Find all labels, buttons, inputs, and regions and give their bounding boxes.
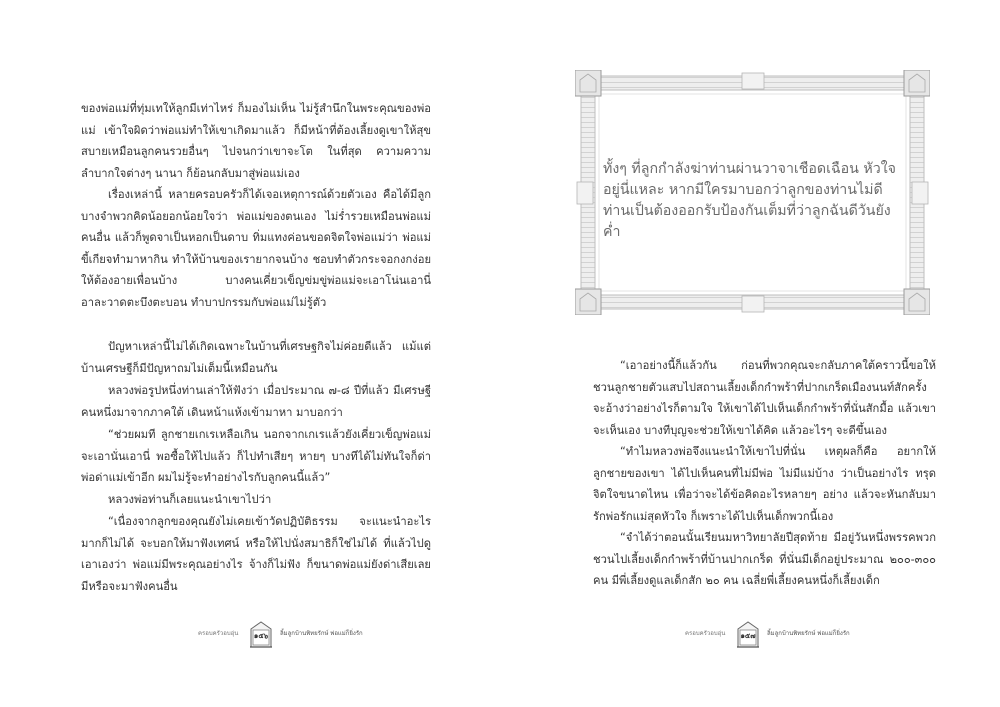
page-number-badge bbox=[735, 620, 761, 648]
left-footer bbox=[198, 620, 368, 650]
right-paragraph-3: “จำได้ว่าตอนนั้นเรียนมหาวิทยาลัยปีสุดท้าย มีอยู่วันหนึ่งพรรคพวกชวนไปเลี้ยงเด็กกำพร้าที่บ้านปากเกร็ด ที่นั่นมีเด็กอยู่ประมาณ ๒๐๐-๓๐๐ คน มีพี่เลี้ยงดูแลเด็กสัก ๒๐ คน เฉลี่ยพี่เลี้ยงคนหนึ่งก็เลี้ยงเด็ก bbox=[593, 531, 936, 587]
quote-frame bbox=[575, 70, 930, 315]
left-paragraph-3: ปัญหาเหล่านี้ไม่ได้เกิดเฉพาะในบ้านที่เศรษฐกิจไม่ค่อยดีแล้ว แม้แต่บ้านเศรษฐีก็มีปัญหาถมไม่เต็มนี้เหมือนกัน bbox=[81, 340, 431, 375]
right-paragraph-2: “ทำไมหลวงพ่อจึงแนะนำให้เขาไปที่นั่น เหตุผลก็คือ อยากให้ลูกชายของเขา ได้ไปเห็นคนที่ไม่มีพ่อ ไม่มีแม่บ้าง ว่าเป็นอย่างไร ทรุดจิตใจขนาดไหน เพื่อว่าจะได้ข้อคิดอะไรหลายๆ อย่าง แล้วจะหันกลับมารักพ่อรักแม่สุดหัวใจ ก็เพราะได้ไปเห็นเด็กพวกนี้เอง bbox=[593, 445, 936, 523]
footer-book-title: ครอบครัวอบอุ่น bbox=[685, 630, 726, 637]
right-paragraph-1: “เอาอย่างนี้ก็แล้วกัน ก่อนที่พวกคุณจะกลับภาคใต้คราวนี้ขอให้ชวนลูกชายตัวแสบไปสถานเลี้ยงเด็กกำพร้าที่ปากเกร็ดเมืองนนท์สักครั้งจะอ้างว่าอย่างไรก็ตามใจ ให้เขาได้ไปเห็นเด็กกำพร้าที่นั่นสักมื้อ แล้วเขาจะเห็นเอง บางทีบุญจะช่วยให้เขาได้คิด แล้วอะไรๆ จะดีขึ้นเอง bbox=[593, 359, 936, 437]
footer-book-title: ครอบครัวอบอุ่น bbox=[198, 630, 239, 637]
page-number-badge bbox=[248, 620, 274, 648]
page-number: ๑๕๖ bbox=[253, 632, 269, 640]
left-paragraph-4: หลวงพ่อรูปหนึ่งท่านเล่าให้ฟังว่า เมื่อประมาณ ๗-๘ ปีที่แล้ว มีเศรษฐีคนหนึ่งมาจากภาคใต้ เดินหน้าแห้งเข้ามาหา มาบอกว่า bbox=[81, 384, 431, 419]
left-paragraph-1: ของพ่อแม่ที่ทุ่มเทให้ลูกมีเท่าไหร่ ก็มองไม่เห็น ไม่รู้สำนึกในพระคุณของพ่อแม่ เข้าใจผิดว่าพ่อแม่ทำให้เขาเกิดมาแล้ว ก็มีหน้าที่ต้องเลี้ยงดูเขาให้สุขสบายเหมือนลูกคนรวยอื่นๆ ไปจนกว่าเขาจะโต ในที่สุด ความความลำบากใจต่างๆ นานา ก็ย้อนกลับมาสู่พ่อแม่เอง bbox=[81, 102, 431, 180]
left-paragraph-5: “ช่วยผมที ลูกชายเกเรเหลือเกิน นอกจากเกเรแล้วยังเคี่ยวเข็ญพ่อแม่จะเอานั่นเอานี่ พอซื้อให้ไปแล้ว ก็ไปทำเสียๆ หายๆ บางทีได้ไม่ทันใจก็ด่าพ่อด่าแม่เข้าอีก ผมไม่รู้จะทำอย่างไรกับลูกคนนี้แล้ว” bbox=[81, 428, 431, 484]
left-paragraph-7: “เนื่องจากลูกของคุณยังไม่เคยเข้าวัดปฏิบัติธรรม จะแนะนำอะไรมากก็ไม่ได้ จะบอกให้มาฟังเทศน์ หรือให้ไปนั่งสมาธิก็ใช่ไม่ได้ ที่แล้วไปดูเอาเองว่า พ่อแม่มีพระคุณอย่างไร จ้างก็ไม่ฟัง ก็ขนาดพ่อแม่ยังด่าเสียเลย มีหรือจะมาฟังคนอื่น bbox=[81, 515, 431, 593]
highlight-quote: ทั้งๆ ที่ลูกกำลังฆ่าท่านผ่านวาจาเชือดเฉือน หัวใจอยู่นี่แหละ หากมีใครมาบอกว่าลูกของท่านไม่ดี ท่านเป็นต้องออกรับป้องกันเต็มที่ว่าลูกฉันดีวันยังค่ำ bbox=[603, 161, 896, 240]
page-number: ๑๕๗ bbox=[740, 632, 756, 640]
left-paragraph-2: เรื่องเหล่านี้ หลายครอบครัวก็ได้เจอเหตุการณ์ด้วยตัวเอง คือได้มีลูกบางจำพวกคิดน้อยอกน้อยใจว่า พ่อแม่ของตนเอง ไม่ร่ำรวยเหมือนพ่อแม่คนอื่น แล้วก็พูดจาเป็นหอกเป็นดาบ ทิ่มแทงค่อนขอดจิตใจพ่อแม่ว่า พ่อแม่ขี้เกียจทำมาหากิน ทำให้บ้านของเรายากจนบ้าง ชอบทำตัวกระจอกงกง่อยให้ต้องอายเพื่อนบ้าง บางคนเคี่ยวเข็ญข่มขู่พ่อแม่จะเอาโน่นเอานี่ อาละวาดตะบึงตะบอน ทำบาปกรรมกับพ่อแม่ไม่รู้ตัว bbox=[81, 188, 431, 309]
right-page bbox=[500, 0, 1000, 707]
right-footer bbox=[685, 620, 855, 650]
left-paragraph-6: หลวงพ่อท่านก็เลยแนะนำเขาไปว่า bbox=[108, 493, 272, 506]
footer-subtitle: ลิ้มลูกบ้านพิทยรักษ์ พ่อแม่ก็ยิ่งรัก bbox=[280, 630, 363, 637]
footer-subtitle: ลิ้มลูกบ้านพิทยรักษ์ พ่อแม่ก็ยิ่งรัก bbox=[767, 630, 850, 637]
